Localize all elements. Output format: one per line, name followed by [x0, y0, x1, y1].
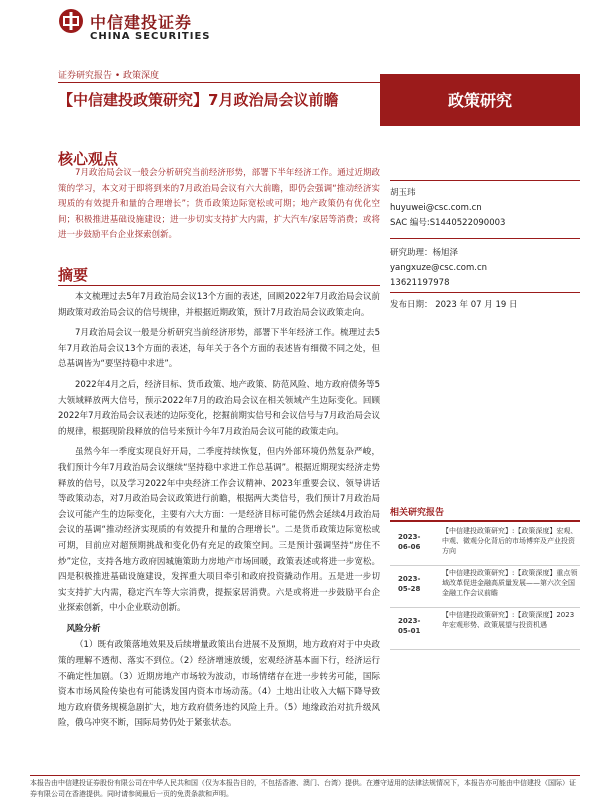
report-type: 证券研究报告 • 政策深度 — [58, 71, 160, 81]
assistant-email[interactable]: yangxuze@csc.com.cn — [390, 263, 488, 273]
core-text: 7月政治局会议一般会分析研究当前经济形势，部署下半年经济工作。通过近期政策的学习，本文对于即将到来的7月政治局会议有六大前瞻，即仍会强调“推动经济实现质的有效提升和量的合理增长”；货币政策边际宽松或可期；地产政策仍有优化空间；积极推进基础设施建设；进一步切实支持扩大内需，扩大汽车/家居等消费；或将进一步鼓励平台企业探索创新。 — [58, 168, 380, 241]
summary-paragraph: 7月政治局会议一般是分析研究当前经济形势，部署下半年经济工作。梳理过去5年7月政治局会议13个方面的表述，每年关于各个方面的表述皆有细微不同之处，但总基调皆为“要坚持稳中求进”。 — [58, 328, 380, 370]
summary-paragraph: 2022年4月之后，经济目标、货币政策、地产政策、防范风险、地方政府债务等5大领域释放两大信号，预示2022年7月的政治局会议在相关领域产生边际变化。回顾2022年7月政治局会议表述的边际变化，挖掘前期实信号和会议信号与7月政治局会议的规律，根据现阶段释放的信号来预计今年7月政治局会议可能的政策走向。 — [58, 379, 380, 437]
related-heading: 相关研究报告 — [390, 508, 445, 518]
summary-body — [58, 290, 380, 732]
related-report-date: 2023-05-28 — [398, 575, 421, 593]
related-report-date: 2023-05-01 — [398, 617, 421, 635]
related-report-title[interactable]: 【中信建投政策研究】:【政策深度】宏观、中观、微观分化背后的市场博弈及产业投资方向 — [442, 527, 578, 555]
related-report-item[interactable] — [390, 608, 580, 650]
summary-paragraph: 本文梳理过去5年7月政治局会议13个方面的表述，回顾2022年7月政治局会议前期政策对政治局会议的信号规律，并根据近期政策，预计7月政治局会议政策走向。 — [58, 292, 380, 318]
summary-heading: 摘要 — [58, 266, 89, 284]
summary-divider — [58, 285, 380, 286]
analyst-sac: SAC 编号:S1440522090003 — [390, 218, 506, 228]
assistant-divider — [390, 238, 580, 239]
date-divider — [390, 292, 580, 293]
analyst-divider — [390, 180, 580, 181]
related-report-date: 2023-06-06 — [398, 533, 421, 551]
summary-paragraph: 虽然今年一季度实现良好开局，二季度持续恢复，但内外部环境仍然复杂严峻，我们预计今年7月政治局会议继续“坚持稳中求进工作总基调”。根据近期现实经济走势释放的信号，以及学习2022年中央经济工作会议精神、2023年重要会议、领导讲话等政策动态，对7月政治局会议政策进行前瞻，根据两大类信号，我们预计7月政治局会议可能产生的边际变化，主要有六大方面：一是经济目标可能仍然会延续4月政治局会议的基调“推动经济实现质的有效提升和量的合理增长”。二是货币政策边际宽松或可期，目前应对超预期挑战和变化仍有充足的政策空间。三是预计强调坚持“房住不炒”定位，支持各地方政府因城施策助力房地产市场回暖，政策表述或将进一步宽松。四是积极推进基础设施建设，发挥重大项目牵引和政府投资撬动作用。五是进一步切实支持扩大内需，稳定汽车等大宗消费，提振家居消费。六是或将进一步鼓励平台企业探索创新，中小企业联动创新。 — [58, 447, 380, 614]
assistant-info — [390, 246, 487, 291]
footer-disclaimer: 本报告由中信建投证券股份有限公司在中华人民共和国（仅为本报告目的，不包括香港、澳门、台湾）提供。在遵守适用的法律法规情况下，本报告亦可能由中信建投（国际）证券有限公司在香港提供。同时请参阅最后一页的免责条款和声明。 — [30, 779, 576, 798]
related-report-item[interactable] — [390, 524, 580, 566]
brand-name-cn: 中信建投证券 — [90, 13, 193, 32]
analyst-info — [390, 186, 505, 231]
assistant-name: 研究助理：杨旭泽 — [390, 248, 459, 258]
related-report-title[interactable]: 【中信建投政策研究】:【政策深度】2023年宏观形势、政策展望与投资机遇 — [442, 611, 575, 629]
risk-heading: 风险分析 — [66, 623, 101, 634]
related-report-title[interactable]: 【中信建投政策研究】:【政策深度】重点领域改革促进金融高质量发展——第六次全国金融工作会议前瞻 — [442, 569, 578, 597]
risk-text: （1）既有政策落地效果及后续增量政策出台进展不及预期，地方政府对于中央政策的理解不透彻、落实不到位。（2）经济增速放缓，宏观经济基本面下行，经济运行不确定性加剧。（3）近期房地产市场较为波动，市场情绪存在进一步转劣可能，国际资本市场风险传染也有可能诱发国内资本市场动荡。（4）土地出让收入大幅下降导致地方政府债务规模急剧扩大，地方政府债务违约风险上升。（5）地缘政治对抗升级风险，俄乌冲突不断，国际局势仍处于紧张状态。 — [58, 640, 380, 729]
analyst-name: 胡玉玮 — [390, 188, 416, 198]
side-title: 政策研究 — [447, 91, 512, 110]
related-report-item[interactable] — [390, 566, 580, 608]
related-divider — [390, 520, 580, 522]
document-title: 【中信建投政策研究】7月政治局会议前瞻 — [58, 91, 339, 109]
analyst-email[interactable]: huyuwei@csc.com.cn — [390, 203, 482, 213]
company-logo — [58, 8, 258, 46]
header-divider — [58, 82, 380, 83]
footer-divider — [30, 775, 580, 776]
logo-icon — [58, 8, 84, 34]
brand-name-en: CHINA SECURITIES — [90, 31, 211, 42]
assistant-phone: 13621197978 — [390, 278, 450, 288]
core-heading: 核心观点 — [58, 150, 119, 168]
publish-date: 发布日期： 2023 年 07 月 19 日 — [390, 300, 518, 310]
